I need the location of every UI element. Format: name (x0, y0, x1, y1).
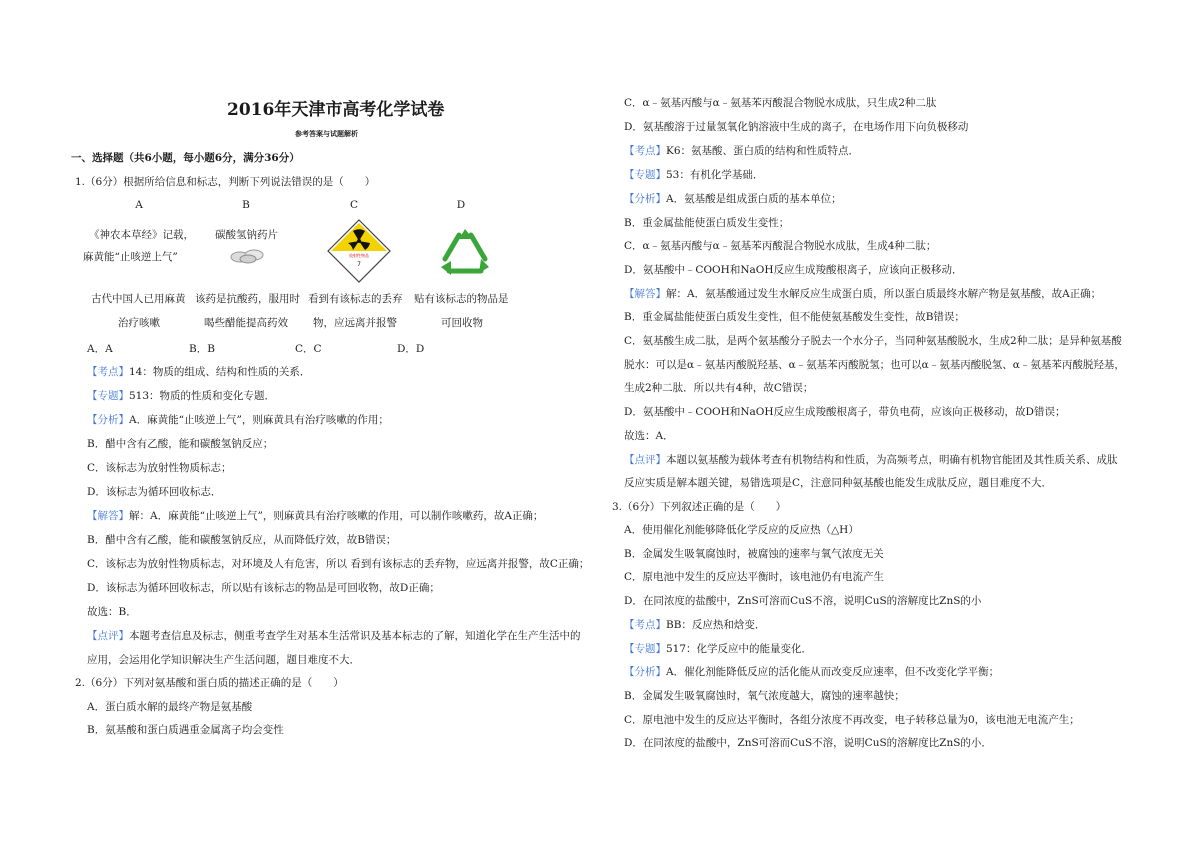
page-title: 2016年天津市高考化学试卷 (227, 100, 445, 120)
tag-label: 【专题】 (87, 390, 129, 402)
q1-fenxi (87, 414, 389, 427)
section-heading: 一、选择题（共6小题，每小题6分，满分36分） (71, 152, 300, 164)
q1-fenxi-d: D．该标志为循环回收标志． (87, 486, 222, 498)
col-label-c: C (349, 199, 359, 211)
desc-a-line1: 古代中国人已用麻黄 (91, 293, 186, 305)
tag-label: 【解答】 (87, 510, 129, 522)
q2-jieda-c3: 生成2种二肽．所以共有4种，故C错误； (624, 382, 814, 394)
q2-dianping-2: 反应实质是解本题关键，易错选项是C，注意同种氨基酸也能发生成肽反应，题目难度不大． (624, 477, 1053, 489)
q1-option-d: D．D (397, 343, 425, 355)
b-text-line1: 碳酸氢钠药片 (215, 229, 278, 241)
recycle-icon (437, 227, 493, 281)
col-label-b: B (242, 199, 250, 211)
q2-stem: 2.（6分）下列对氨基酸和蛋白质的描述正确的是（ ） (75, 677, 344, 689)
q1-dianping-2: 应用，会运用化学知识解决生产生活问题，题目难度不大． (87, 654, 360, 666)
q1-option-a: A．A (87, 343, 113, 355)
q3-option-c: C．原电池中发生的反应达平衡时，该电池仍有电流产生 (624, 571, 885, 583)
desc-c-line1: 看到有该标志的丢弃 (308, 293, 403, 305)
q1-jieda-end: 故选：B． (87, 606, 137, 618)
pills-icon (230, 246, 266, 268)
tag-label: 【考点】 (87, 366, 129, 378)
q2-kaodian (624, 145, 859, 158)
q2-jieda-end: 故选：A． (624, 430, 674, 442)
col-label-d: D (456, 199, 466, 211)
col-label-a: A (135, 199, 143, 211)
q1-kaodian (87, 366, 310, 379)
tag-label: 【分析】 (624, 666, 666, 678)
q1-jieda-d: D．该标志为循环回收标志，所以贴有该标志的物品是可回收物，故D正确； (87, 582, 440, 594)
q1-fenxi-c: C．该标志为放射性物质标志； (87, 462, 232, 474)
a-text-line1: 《神农本草经》记载， (89, 229, 194, 241)
q2-fenxi-c: C．α﹣氨基丙酸与α﹣氨基苯丙酸混合物脱水成肽，生成4种二肽； (624, 240, 937, 252)
radiation-sign-number: 7 (357, 261, 361, 268)
tag-content: 14：物质的组成、结构和性质的关系． (129, 366, 311, 378)
q3-option-d: D．在同浓度的盐酸中，ZnS可溶而CuS不溶，说明CuS的溶解度比ZnS的小 (624, 595, 982, 607)
radiation-warning-icon (327, 219, 391, 287)
page-subtitle: 参考答案与试题解析 (295, 129, 358, 138)
tag-label: 【点评】 (624, 454, 666, 466)
tag-content: 解：A．麻黄能“止咳逆上气”，则麻黄具有治疗咳嗽的作用，可以制作咳嗽药，故A正确； (129, 510, 544, 522)
tag-content: 513：物质的性质和变化专题． (129, 390, 276, 402)
desc-d-line2: 可回收物 (441, 317, 483, 329)
q2-jieda-c2: 脱水：可以是α﹣氨基丙酸脱羟基、α﹣氨基苯丙酸脱氢；也可以α﹣氨基丙酸脱氢、α﹣氨基苯丙酸脱羟基， (624, 359, 1125, 371)
desc-d-line1: 贴有该标志的物品是 (414, 293, 509, 305)
tag-label: 【分析】 (87, 414, 129, 426)
q2-fenxi-d: D．氨基酸中﹣COOH和NaOH反应生成羧酸根离子，应该向正极移动． (624, 264, 963, 276)
q1-jieda (87, 510, 543, 523)
q2-option-d: D．氨基酸溶于过量氢氧化钠溶液中生成的离子，在电场作用下向负极移动 (624, 121, 969, 133)
tag-content: K6：氨基酸、蛋白质的结构和性质特点． (666, 145, 860, 157)
q3-kaodian (624, 619, 765, 632)
tag-content: 本题以氨基酸为载体考查有机物结构和性质，为高频考点，明确有机物官能团及其性质关系、成肽 (666, 454, 1118, 466)
q1-option-b: B．B (189, 343, 215, 355)
q2-jieda (624, 288, 1101, 301)
q1-option-c: C．C (295, 343, 322, 355)
a-text-line2: 麻黄能“止咳逆上气” (83, 251, 178, 263)
q2-dianping (624, 454, 1118, 467)
tag-label: 【点评】 (87, 630, 129, 642)
tag-label: 【解答】 (624, 288, 666, 300)
tag-label: 【考点】 (624, 619, 666, 631)
q2-zhuanti (624, 169, 763, 182)
desc-c-line2: 物，应远离并报警 (313, 317, 397, 329)
q3-fenxi-b: B．金属发生吸氧腐蚀时，氧气浓度越大，腐蚀的速率越快； (624, 690, 905, 702)
tag-label: 【专题】 (624, 169, 666, 181)
tag-content: A．麻黄能“止咳逆上气”，则麻黄具有治疗咳嗽的作用； (129, 414, 389, 426)
q3-stem: 3.（6分）下列叙述正确的是（ ） (612, 501, 787, 513)
tag-content: 517：化学反应中的能量变化． (666, 643, 813, 655)
q3-option-a: A．使用催化剂能够降低化学反应的反应热（△H） (624, 524, 859, 536)
tag-label: 【分析】 (624, 193, 666, 205)
q2-fenxi-b: B．重金属盐能使蛋白质发生变性； (624, 217, 790, 229)
tag-content: 解：A．氨基酸通过发生水解反应生成蛋白质，所以蛋白质最终水解产物是氨基酸，故A正确； (666, 288, 1102, 300)
q3-zhuanti (624, 643, 812, 656)
q1-fenxi-b: B．醋中含有乙酸，能和碳酸氢钠反应； (87, 438, 274, 450)
q3-fenxi-d: D．在同浓度的盐酸中，ZnS可溶而CuS不溶，说明CuS的溶解度比ZnS的小． (624, 737, 992, 749)
q2-option-c: C．α﹣氨基丙酸与α﹣氨基苯丙酸混合物脱水成肽，只生成2种二肽 (624, 97, 937, 109)
q2-fenxi (624, 193, 842, 206)
q1-figure-grid (75, 199, 545, 329)
q3-fenxi-c: C．原电池中发生的反应达平衡时，各组分浓度不再改变，电子转移总量为0，该电池无电流产生； (624, 714, 1080, 726)
q2-jieda-b: B．重金属盐能使蛋白质发生变性，但不能使氨基酸发生变性，故B错误； (624, 311, 965, 323)
tag-content: A．氨基酸是组成蛋白质的基本单位； (666, 193, 842, 205)
tag-content: A．催化剂能降低反应的活化能从而改变反应速率，但不改变化学平衡； (666, 666, 1000, 678)
q1-dianping (87, 630, 581, 643)
q2-option-a: A．蛋白质水解的最终产物是氨基酸 (87, 701, 253, 713)
q3-option-b: B．金属发生吸氧腐蚀时，被腐蚀的速率与氧气浓度无关 (624, 548, 884, 560)
q1-jieda-c: C．该标志为放射性物质标志，对环境及人有危害，所以 看到有该标志的丢弃物，应远离并报警，故C正确； (87, 558, 590, 570)
radiation-sign-text: 放射性物品 (349, 253, 369, 258)
tag-label: 【考点】 (624, 145, 666, 157)
q1-stem: 1.（6分）根据所给信息和标志，判断下列说法错误的是（ ） (75, 176, 376, 188)
desc-a-line2: 治疗咳嗽 (118, 317, 160, 329)
tag-content: 本题考查信息及标志，侧重考查学生对基本生活常识及基本标志的了解，知道化学在生产生活中的 (129, 630, 581, 642)
desc-b-line1: 该药是抗酸药，服用时 (195, 293, 300, 305)
tag-content: BB：反应热和焓变． (666, 619, 766, 631)
tag-label: 【专题】 (624, 643, 666, 655)
q2-option-b: B．氨基酸和蛋白质遇重金属离子均会变性 (87, 724, 284, 736)
q3-fenxi (624, 666, 999, 679)
tag-content: 53：有机化学基础． (666, 169, 764, 181)
desc-b-line2: 喝些醋能提高药效 (204, 317, 288, 329)
q1-zhuanti (87, 390, 275, 403)
q1-jieda-b: B．醋中含有乙酸，能和碳酸氢钠反应，从而降低疗效，故B错误； (87, 534, 397, 546)
q2-jieda-d: D．氨基酸中﹣COOH和NaOH反应生成羧酸根离子，带负电荷，应该向正极移动，故D错误； (624, 406, 1066, 418)
q2-jieda-c1: C．氨基酸生成二肽，是两个氨基酸分子脱去一个水分子，当同种氨基酸脱水，生成2种二肽；是异种氨基酸 (624, 335, 1122, 347)
